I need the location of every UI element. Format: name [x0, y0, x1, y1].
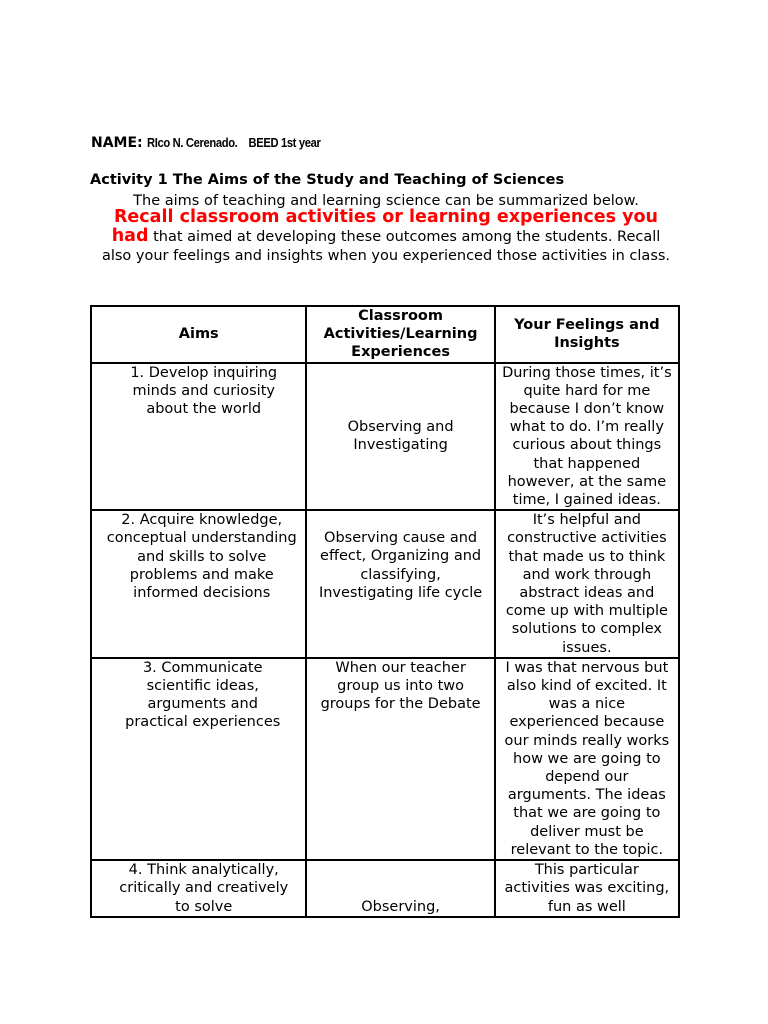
feeling-cell: It’s helpful and constructive activities that made us to think and work through abstract ideas and come up with multiple solutions to complex issues.	[495, 510, 679, 658]
name-value: RIco N. Cerenado. BEED 1st year	[147, 135, 321, 150]
activity-cell: Observing and Investigating	[306, 363, 494, 511]
aims-table	[90, 305, 680, 918]
aim-cell: 1. Develop inquiring minds and curiosity about the world	[91, 363, 306, 511]
activity-cell: When our teacher group us into two groups for the Debate	[306, 658, 494, 860]
recall-rest: that aimed at developing these outcomes among the students. Recall also your feelings and insights when you experienced those activities in class.	[101, 229, 671, 264]
table-row	[91, 510, 679, 658]
intro-line: The aims of teaching and learning science can be summarized below.	[133, 193, 639, 209]
name-line	[91, 135, 349, 151]
feeling-cell: During those times, it’s quite hard for me because I don’t know what to do. I’m really curious about things that happened however, at the same time, I gained ideas.	[495, 363, 679, 511]
table-header-row	[91, 306, 679, 363]
recall-instructions	[96, 208, 676, 265]
aim-cell: 4. Think analytically, critically and creatively to solve	[91, 860, 306, 917]
activity-cell: Observing cause and effect, Organizing and classifying, Investigating life cycle	[306, 510, 494, 658]
activity-title: Activity 1 The Aims of the Study and Teaching of Sciences	[90, 172, 565, 188]
feeling-cell: This particular activities was exciting, fun as well	[495, 860, 679, 917]
name-label: NAME:	[91, 135, 143, 151]
header-feelings: Your Feelings and Insights	[495, 306, 679, 363]
aim-cell: 3. Communicate scientific ideas, arguments and practical experiences	[91, 658, 306, 860]
table-row	[91, 860, 679, 917]
feeling-cell: I was that nervous but also kind of excited. It was a nice experienced because our minds really works how we are going to depend our arguments. The ideas that we are going to deliver must be relevant to the topic.	[495, 658, 679, 860]
table-row	[91, 363, 679, 511]
table-row	[91, 658, 679, 860]
recall-highlight: Recall classroom activities or learning experiences you had	[111, 207, 659, 247]
header-aims: Aims	[91, 306, 306, 363]
aim-cell: 2. Acquire knowledge, conceptual understanding and skills to solve problems and make informed decisions	[91, 510, 306, 658]
activity-cell: Observing,	[306, 860, 494, 917]
header-activities: Classroom Activities/Learning Experiences	[306, 306, 494, 363]
